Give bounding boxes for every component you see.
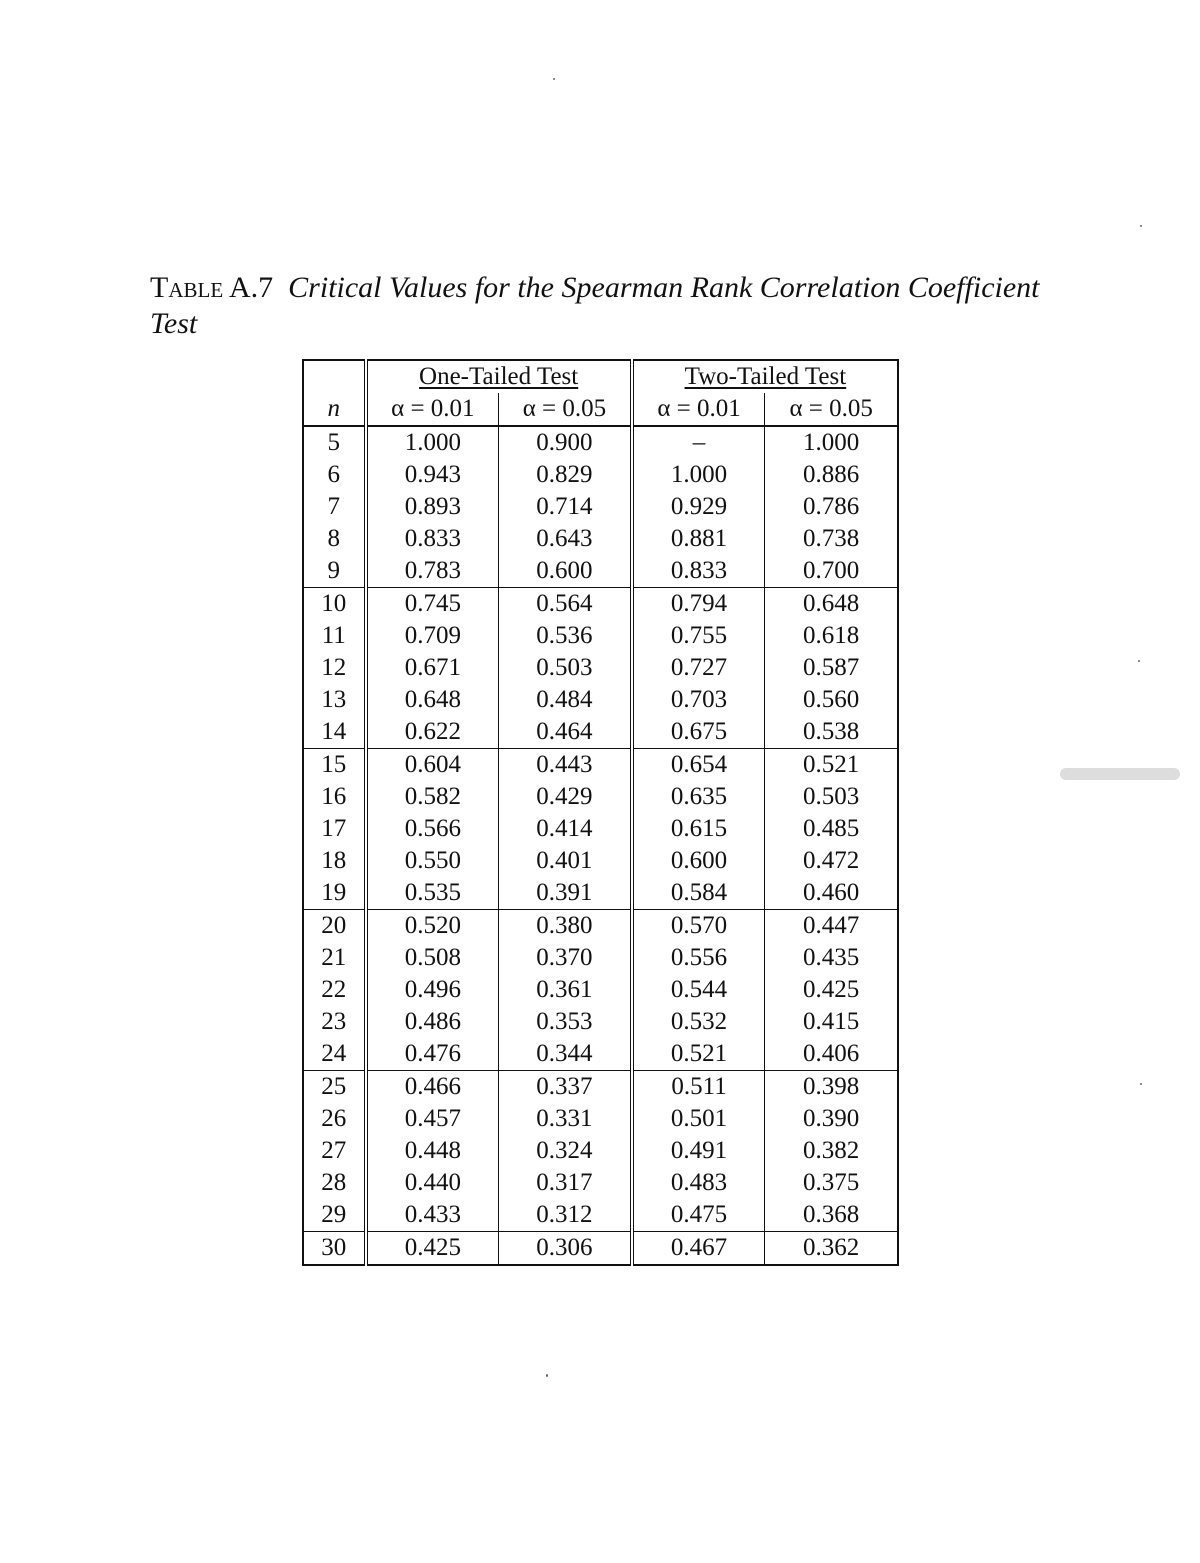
corner-cell	[303, 360, 366, 393]
table-row	[303, 877, 898, 910]
value-cell: 0.564	[499, 588, 632, 621]
value-cell: 0.324	[499, 1135, 632, 1167]
value-cell: 0.415	[803, 1008, 860, 1035]
value-cell: 0.618	[803, 622, 860, 649]
value-cell: 0.475	[632, 1199, 765, 1232]
value-cell: 0.738	[803, 525, 860, 552]
value-cell: 0.483	[632, 1167, 765, 1199]
value-cell: 0.886	[803, 461, 860, 488]
value-cell: 1.000	[803, 429, 860, 456]
table-title: Critical Values for the Spearman Rank Correlation Coefficient Test	[150, 271, 1040, 340]
table-row	[303, 523, 898, 555]
value-cell: 0.833	[366, 523, 499, 555]
scan-speck	[1138, 660, 1140, 662]
value-cell: 0.643	[499, 523, 632, 555]
value-cell: 0.532	[632, 1006, 765, 1038]
n-cell: 20	[303, 910, 366, 943]
table-row	[303, 1071, 898, 1104]
value-cell: 0.503	[499, 652, 632, 684]
table-row	[303, 974, 898, 1006]
table-row	[303, 491, 898, 523]
value-cell: 0.929	[632, 491, 765, 523]
scan-smudge	[1060, 768, 1180, 780]
value-cell: 0.425	[366, 1232, 499, 1266]
value-cell: 0.440	[366, 1167, 499, 1199]
group-header-row	[303, 360, 898, 393]
table-row	[303, 813, 898, 845]
value-cell: 0.375	[803, 1169, 860, 1196]
n-cell: 27	[303, 1135, 366, 1167]
value-cell: 0.390	[803, 1105, 860, 1132]
value-cell: 0.745	[366, 588, 499, 621]
value-cell: 0.794	[632, 588, 765, 621]
value-cell: 0.398	[803, 1073, 860, 1100]
value-cell: 0.829	[499, 459, 632, 491]
n-cell: 14	[303, 716, 366, 749]
value-cell: 0.521	[803, 751, 860, 778]
value-cell: 0.317	[499, 1167, 632, 1199]
value-cell: 0.312	[499, 1199, 632, 1232]
table-row	[303, 749, 898, 782]
value-cell: 0.709	[366, 620, 499, 652]
value-cell: 0.566	[366, 813, 499, 845]
scan-speck	[1140, 1083, 1142, 1085]
value-cell: 0.900	[499, 426, 632, 459]
value-cell: 0.714	[499, 491, 632, 523]
value-cell: 0.467	[632, 1232, 765, 1266]
value-cell: 0.521	[632, 1038, 765, 1071]
value-cell: 0.414	[499, 813, 632, 845]
alpha-header: α = 0.01	[366, 393, 499, 426]
n-cell: 26	[303, 1103, 366, 1135]
value-cell: 0.472	[803, 847, 860, 874]
critical-values-table	[302, 359, 899, 1266]
value-cell: 0.582	[366, 781, 499, 813]
n-cell: 30	[303, 1232, 366, 1266]
value-cell: 0.600	[632, 845, 765, 877]
scan-speck	[1140, 225, 1142, 227]
value-cell: 0.535	[366, 877, 499, 910]
table-row	[303, 1199, 898, 1232]
n-cell: 17	[303, 813, 366, 845]
value-cell: 0.783	[366, 555, 499, 588]
table-row	[303, 1135, 898, 1167]
value-cell: 0.460	[765, 877, 898, 910]
n-cell: 24	[303, 1038, 366, 1071]
value-cell: 0.447	[803, 912, 860, 939]
value-cell: 1.000	[632, 459, 765, 491]
n-cell: 7	[303, 491, 366, 523]
table-row	[303, 942, 898, 974]
value-cell: 0.485	[803, 815, 860, 842]
value-cell: 0.550	[366, 845, 499, 877]
table-row	[303, 1103, 898, 1135]
value-cell: 0.443	[499, 749, 632, 782]
value-cell: 0.344	[499, 1038, 632, 1071]
n-cell: 6	[303, 459, 366, 491]
alpha-header: α = 0.05	[499, 393, 632, 426]
value-cell: 0.511	[632, 1071, 765, 1104]
table-row	[303, 716, 898, 749]
value-cell: 0.484	[499, 684, 632, 716]
value-cell: 0.429	[499, 781, 632, 813]
n-cell: 11	[303, 620, 366, 652]
value-cell: 0.703	[632, 684, 765, 716]
value-cell: 0.538	[765, 716, 898, 749]
value-cell: 0.361	[499, 974, 632, 1006]
value-cell: 0.476	[366, 1038, 499, 1071]
value-cell: 0.755	[632, 620, 765, 652]
value-cell: 0.654	[632, 749, 765, 782]
value-cell: 0.380	[499, 910, 632, 943]
value-cell: 0.331	[499, 1103, 632, 1135]
table-row	[303, 781, 898, 813]
table-row	[303, 555, 898, 588]
value-cell: 0.433	[366, 1199, 499, 1232]
value-cell: 0.337	[499, 1071, 632, 1104]
n-cell: 8	[303, 523, 366, 555]
value-cell: 0.425	[803, 976, 860, 1003]
value-cell: 0.648	[366, 684, 499, 716]
value-cell: 0.727	[632, 652, 765, 684]
value-cell: 0.604	[366, 749, 499, 782]
two-tailed-header: Two-Tailed Test	[684, 363, 847, 390]
table-row	[303, 1038, 898, 1071]
n-cell: 18	[303, 845, 366, 877]
value-cell: 0.786	[803, 493, 860, 520]
n-cell: 10	[303, 588, 366, 621]
table-row	[303, 652, 898, 684]
alpha-header: α = 0.05	[765, 393, 898, 426]
table-row	[303, 845, 898, 877]
table-row	[303, 1232, 898, 1266]
value-cell: 0.491	[632, 1135, 765, 1167]
n-cell: 21	[303, 942, 366, 974]
value-cell: 0.635	[632, 781, 765, 813]
n-cell: 9	[303, 555, 366, 588]
value-cell: 0.501	[632, 1103, 765, 1135]
value-cell: 0.615	[632, 813, 765, 845]
n-header: n	[303, 393, 366, 426]
value-cell: 1.000	[366, 426, 499, 459]
value-cell: 0.671	[366, 652, 499, 684]
n-cell: 23	[303, 1006, 366, 1038]
value-cell: 0.943	[366, 459, 499, 491]
value-cell: 0.353	[499, 1006, 632, 1038]
alpha-header-row	[303, 393, 898, 426]
value-cell: 0.448	[366, 1135, 499, 1167]
n-cell: 15	[303, 749, 366, 782]
value-cell: 0.370	[499, 942, 632, 974]
table-row	[303, 620, 898, 652]
value-cell: 0.536	[499, 620, 632, 652]
value-cell: 0.584	[632, 877, 765, 910]
table-row	[303, 910, 898, 943]
value-cell: 0.486	[366, 1006, 499, 1038]
table-label: Table A.7	[150, 271, 274, 304]
value-cell: 0.833	[632, 555, 765, 588]
table-row	[303, 426, 898, 459]
table-caption	[150, 270, 1070, 342]
value-cell: 0.496	[366, 974, 499, 1006]
table-row	[303, 459, 898, 491]
value-cell: 0.391	[499, 877, 632, 910]
value-cell: 0.556	[632, 942, 765, 974]
value-cell: 0.466	[366, 1071, 499, 1104]
scan-speck	[553, 78, 555, 80]
value-cell: 0.362	[803, 1234, 860, 1261]
n-cell: 22	[303, 974, 366, 1006]
value-cell: 0.600	[499, 555, 632, 588]
value-cell: 0.401	[499, 845, 632, 877]
table-row	[303, 588, 898, 621]
value-cell: 0.368	[765, 1199, 898, 1232]
value-cell: 0.700	[765, 555, 898, 588]
alpha-header: α = 0.01	[632, 393, 765, 426]
n-cell: 13	[303, 684, 366, 716]
n-cell: 28	[303, 1167, 366, 1199]
value-cell: 0.881	[632, 523, 765, 555]
value-cell: 0.464	[499, 716, 632, 749]
table-row	[303, 1167, 898, 1199]
value-cell: 0.508	[366, 942, 499, 974]
value-cell: –	[632, 426, 765, 459]
one-tailed-header: One-Tailed Test	[366, 360, 632, 393]
n-cell: 19	[303, 877, 366, 910]
value-cell: 0.503	[803, 783, 860, 810]
value-cell: 0.520	[366, 910, 499, 943]
value-cell: 0.435	[803, 944, 860, 971]
value-cell: 0.893	[366, 491, 499, 523]
value-cell: 0.675	[632, 716, 765, 749]
value-cell: 0.306	[499, 1232, 632, 1266]
table-body	[303, 426, 898, 1265]
value-cell: 0.648	[803, 590, 860, 617]
scan-speck	[546, 1374, 548, 1377]
value-cell: 0.622	[366, 716, 499, 749]
n-cell: 16	[303, 781, 366, 813]
table-row	[303, 684, 898, 716]
n-cell: 29	[303, 1199, 366, 1232]
value-cell: 0.544	[632, 974, 765, 1006]
value-cell: 0.382	[803, 1137, 860, 1164]
value-cell: 0.587	[803, 654, 860, 681]
value-cell: 0.560	[803, 686, 860, 713]
n-cell: 12	[303, 652, 366, 684]
n-cell: 5	[303, 426, 366, 459]
value-cell: 0.457	[366, 1103, 499, 1135]
table-row	[303, 1006, 898, 1038]
value-cell: 0.570	[632, 910, 765, 943]
n-cell: 25	[303, 1071, 366, 1104]
value-cell: 0.406	[765, 1038, 898, 1071]
